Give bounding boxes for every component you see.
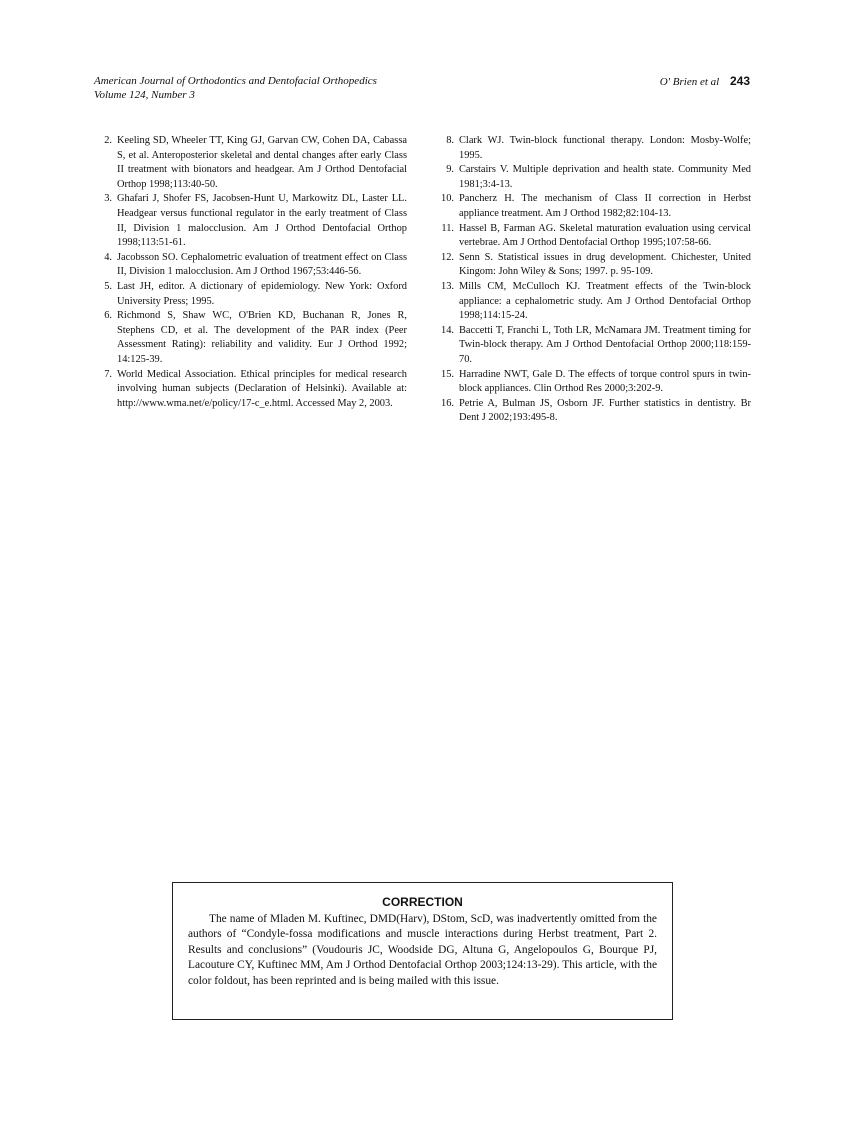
reference-number: 12. (441, 251, 454, 263)
reference-item (98, 309, 407, 367)
reference-item (98, 192, 407, 250)
reference-item (440, 280, 751, 324)
reference-number: 14. (441, 324, 454, 336)
reference-text: Petrie A, Bulman JS, Osborn JF. Further statistics in dentistry. Br Dent J 2002;193:495-8. (459, 397, 751, 424)
reference-number: 4. (104, 251, 112, 263)
page-number: 243 (729, 74, 750, 88)
reference-item (98, 368, 407, 412)
reference-number: 13. (441, 280, 454, 292)
reference-item (440, 368, 751, 397)
reference-text: Hassel B, Farman AG. Skeletal maturation evaluation using cervical vertebrae. Am J Orthod Dentofacial Orthop 1995;107:58-66. (459, 222, 751, 249)
reference-text: Carstairs V. Multiple deprivation and health state. Community Med 1981;3:4-13. (459, 164, 751, 190)
reference-text: Jacobsson SO. Cephalometric evaluation of treatment effect on Class II, Division 1 malocclusion. Am J Orthod 1967;53:446-56. (117, 251, 407, 278)
references-right-column (440, 134, 751, 426)
reference-number: 9. (446, 164, 454, 176)
reference-item (440, 222, 751, 251)
reference-text: Clark WJ. Twin-block functional therapy. London: Mosby-Wolfe; 1995. (459, 135, 751, 161)
reference-text: Senn S. Statistical issues in drug development. Chichester, United Kingom: John Wiley & Sons; 1997. p. 95-109. (459, 251, 751, 278)
reference-item (440, 163, 751, 192)
reference-number: 2. (104, 135, 112, 146)
reference-number: 10. (441, 193, 454, 205)
running-authors: O' Brien et al (659, 76, 720, 88)
references-left-column (98, 134, 407, 411)
reference-item (440, 397, 751, 426)
reference-text: Pancherz H. The mechanism of Class II correction in Herbst appliance treatment. Am J Orthod 1982;82:104-13. (459, 193, 751, 219)
reference-number: 3. (104, 193, 112, 205)
correction-body: The name of Mladen M. Kuftinec, DMD(Harv), DStom, ScD, was inadvertently omitted from the authors of “Condyle-fossa modifications and muscle interactions during Herbst treatment, Part 2. Results and conclusions” (Voudouris JC, Woodside DG, Altuna G, Angelopoulos G, Bourque PJ, Lacouture CY, Kuftinec MM, Am J Orthod Dentofacial Orthop 2003;124:13-29). This article, with the color foldout, has been reprinted and is being mailed with this issue. (188, 913, 657, 987)
reference-number: 5. (104, 280, 112, 292)
reference-text: Richmond S, Shaw WC, O'Brien KD, Buchanan R, Jones R, Stephens CD, et al. The development of the PAR index (Peer Assessment Rating): reliability and validity. Eur J Orthod 1992; 14:125-39. (117, 310, 407, 365)
correction-title: CORRECTION (382, 895, 463, 909)
journal-volume: Volume 124, Number 3 (94, 89, 195, 101)
reference-item (440, 251, 751, 280)
running-header-journal (94, 74, 377, 102)
reference-text: Keeling SD, Wheeler TT, King GJ, Garvan CW, Cohen DA, Cabassa S, et al. Anteroposterior skeletal and dental changes after early Class II treatment with bionators and headgear. Am J Orthod Dentofacial Orthop 1998;113:40-50. (117, 135, 407, 190)
running-header-page (660, 74, 750, 89)
reference-item (98, 134, 407, 192)
reference-text: Last JH, editor. A dictionary of epidemiology. New York: Oxford University Press; 1995. (117, 280, 407, 307)
reference-text: Mills CM, McCulloch KJ. Treatment effects of the Twin-block appliance: a cephalometric study. Am J Orthod Dentofacial Orthop 1998;114:15-24. (459, 280, 751, 322)
reference-number: 15. (441, 368, 454, 380)
reference-text: World Medical Association. Ethical principles for medical research involving human subjects (Declaration of Helsinki). Available at: http://www.wma.net/e/policy/17-c_e.html. Accessed May 2, 2003. (117, 368, 407, 409)
reference-number: 8. (446, 135, 454, 146)
reference-item (440, 324, 751, 368)
reference-item (98, 280, 407, 309)
correction-notice-box (172, 882, 673, 1020)
reference-text: Harradine NWT, Gale D. The effects of torque control spurs in twin-block appliances. Clin Orthod Res 2000;3:202-9. (459, 368, 751, 395)
reference-text: Ghafari J, Shofer FS, Jacobsen-Hunt U, Markowitz DL, Laster LL. Headgear versus functional regulator in the early treatment of Class II, Division 1 malocclusion. Am J Orthod Dentofacial Orthop 1998;113:51-61. (117, 193, 407, 249)
reference-item (440, 192, 751, 221)
journal-title: American Journal of Orthodontics and Dentofacial Orthopedics (94, 75, 377, 87)
reference-text: Baccetti T, Franchi L, Toth LR, McNamara JM. Treatment timing for Twin-block therapy. Am J Orthod Dentofacial Orthop 2000;118:159-70. (459, 324, 751, 365)
reference-item (440, 134, 751, 163)
reference-number: 6. (104, 310, 112, 322)
reference-number: 7. (104, 368, 112, 380)
reference-item (98, 251, 407, 280)
reference-number: 16. (441, 397, 454, 409)
reference-number: 11. (441, 222, 454, 234)
